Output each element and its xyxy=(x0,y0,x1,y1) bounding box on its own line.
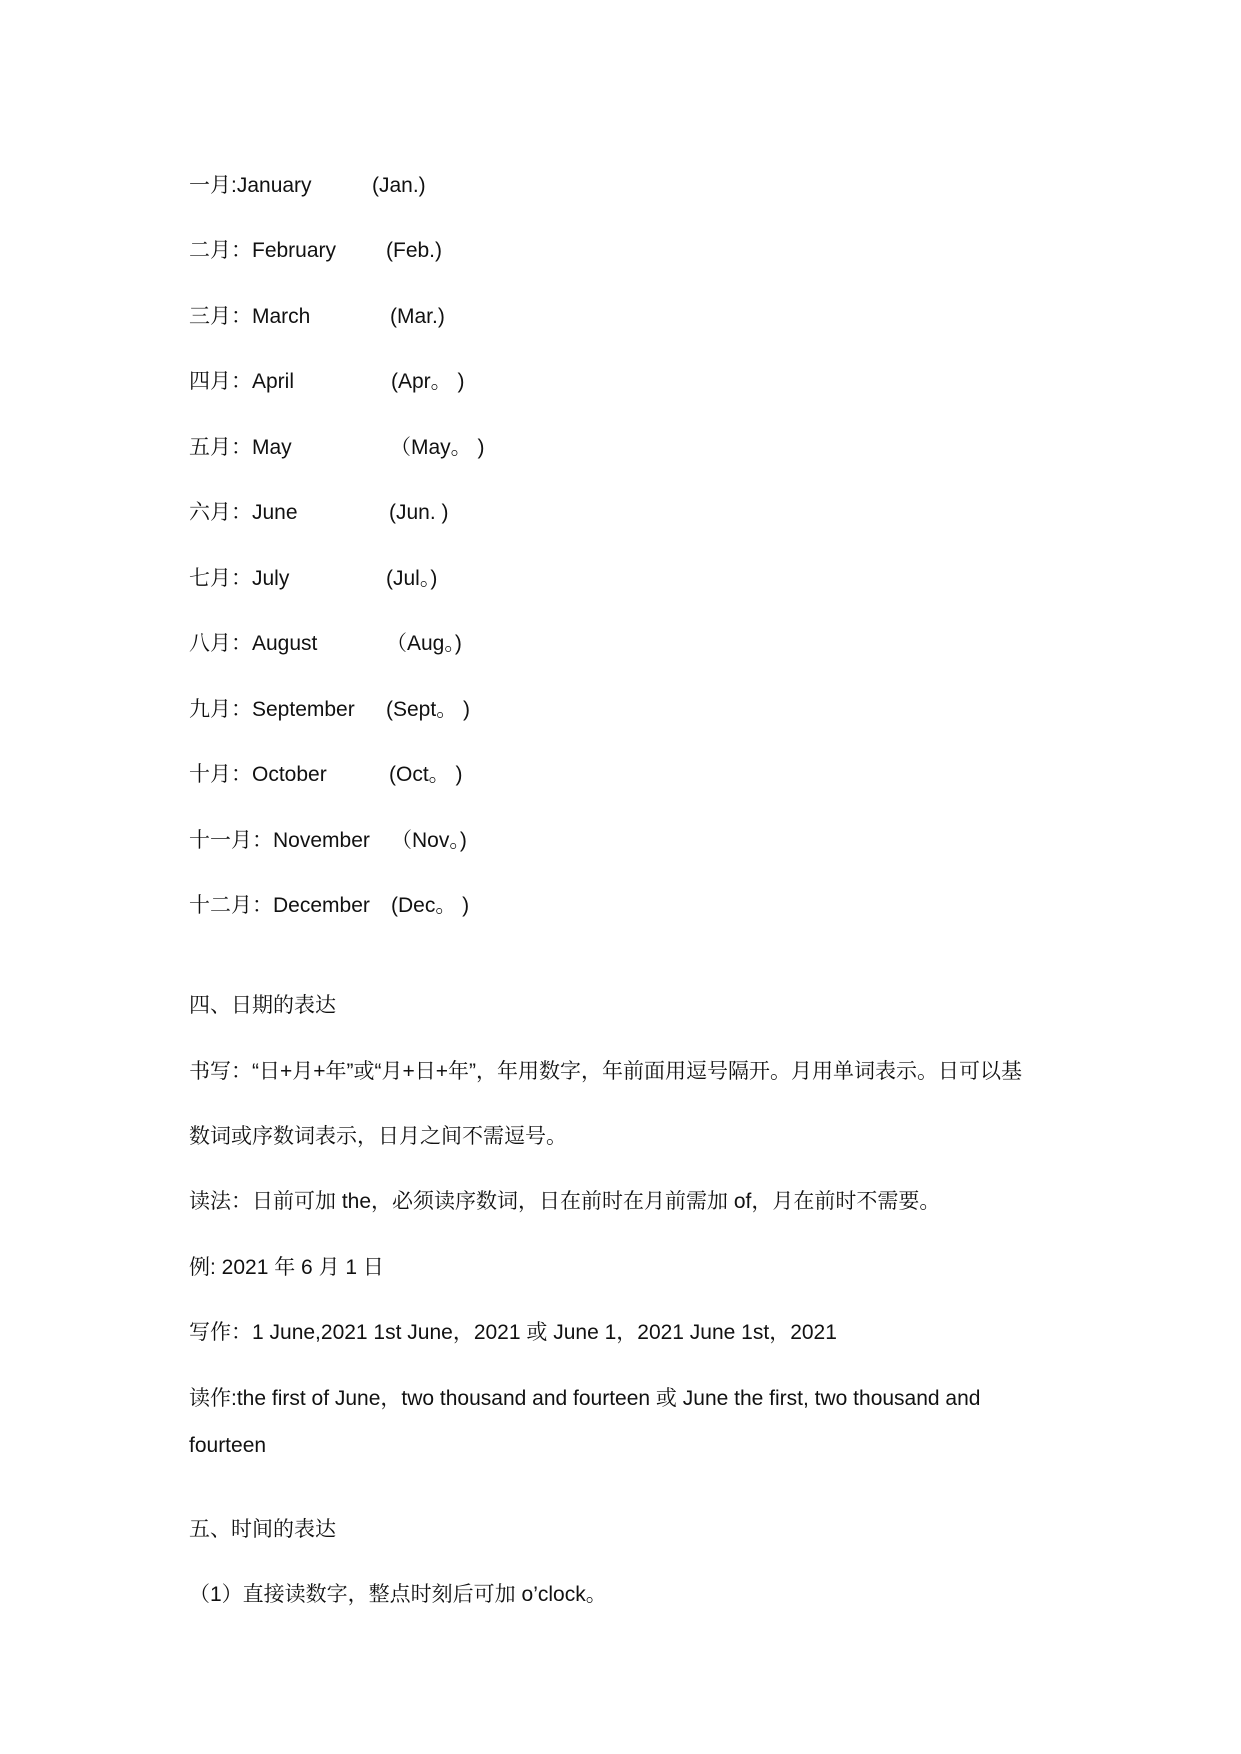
paragraph: 读作:the first of June，two thousand and fourteen 或 June the first, two thousand and xyxy=(189,1387,981,1410)
paragraph: 写作：1 June,2021 1st June，2021 或 June 1，2021 June 1st，2021 xyxy=(189,1321,837,1344)
month-abbr: (Oct。 ) xyxy=(389,763,463,786)
section-heading: 四、日期的表达 xyxy=(189,994,336,1017)
paragraph: 读法：日前可加 the，必须读序数词，日在前时在月前需加 of，月在前时不需要。 xyxy=(189,1190,941,1213)
month-name: 九月：September xyxy=(189,698,355,721)
month-name: 二月：February xyxy=(189,239,337,262)
month-name: 十月：October xyxy=(189,763,327,786)
month-name: 三月：March xyxy=(189,305,311,328)
paragraph: 数词或序数词表示，日月之间不需逗号。 xyxy=(189,1125,567,1148)
section-heading: 五、时间的表达 xyxy=(189,1518,336,1541)
month-name: 八月：August xyxy=(189,632,318,655)
month-name: 七月：July xyxy=(189,567,290,590)
month-abbr: (Jul。) xyxy=(386,567,438,590)
month-abbr: （Aug。) xyxy=(386,632,462,655)
month-abbr: （May。 ) xyxy=(390,436,485,459)
month-name: 一月:January xyxy=(189,174,312,197)
month-abbr: （Nov。) xyxy=(391,829,467,852)
month-abbr: (Sept。 ) xyxy=(386,698,471,721)
month-name: 十一月：November xyxy=(189,829,370,852)
paragraph: 书写：“日+月+年”或“月+日+年”，年用数字，年前面用逗号隔开。月用单词表示。日可以基 xyxy=(189,1060,1023,1083)
month-name: 五月：May xyxy=(189,436,292,459)
month-abbr: (Jan.) xyxy=(372,174,426,197)
month-name: 四月：April xyxy=(189,370,295,393)
month-abbr: (Jun. ) xyxy=(389,501,449,524)
paragraph: （1）直接读数字，整点时刻后可加 o’clock。 xyxy=(189,1583,607,1606)
month-abbr: (Apr。 ) xyxy=(391,370,465,393)
paragraph: fourteen xyxy=(189,1434,267,1457)
paragraph: 例: 2021 年 6 月 1 日 xyxy=(189,1256,384,1279)
month-abbr: (Dec。 ) xyxy=(391,894,470,917)
month-name: 六月：June xyxy=(189,501,298,524)
month-name: 十二月：December xyxy=(189,894,370,917)
month-abbr: (Feb.) xyxy=(386,239,443,262)
month-abbr: (Mar.) xyxy=(390,305,445,328)
